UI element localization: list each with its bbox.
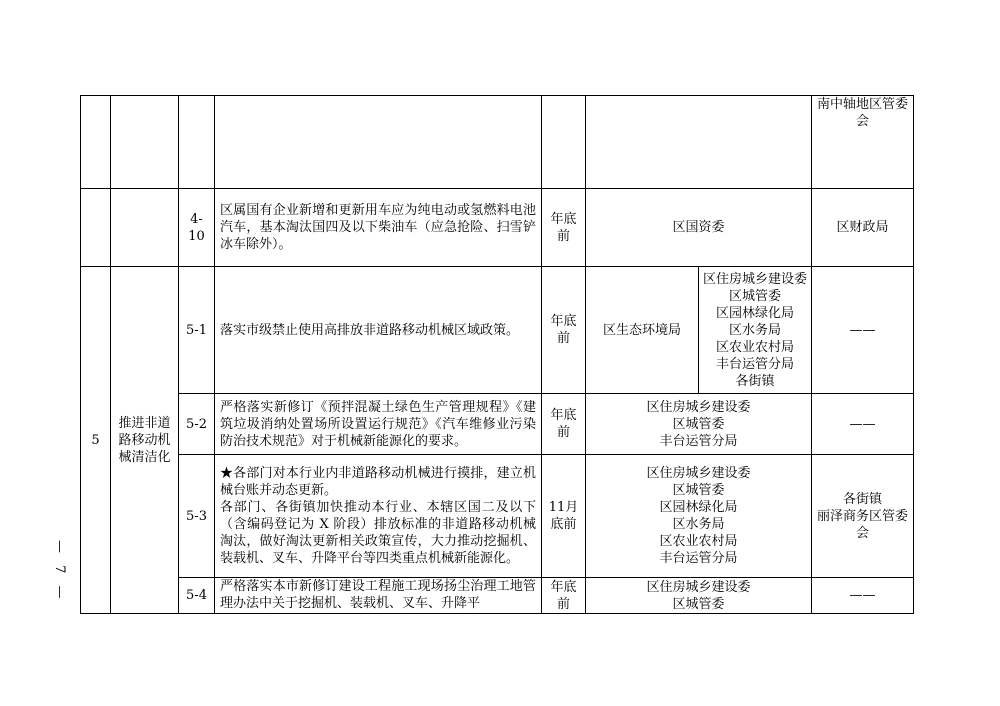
task-table (80, 95, 914, 614)
cell-lead: 区住房城乡建设委 区城管委 (586, 578, 812, 614)
cell-responsible: —— (812, 394, 914, 455)
cell-deadline: 11月 底前 (542, 455, 586, 578)
section-title: 推进非道路移动机械清洁化 (111, 267, 179, 614)
table-row (81, 455, 914, 578)
cell-task (215, 96, 542, 189)
cell-task: 严格落实本市新修订建设工程施工现场扬尘治理工地管理办法中关于挖掘机、装载机、叉车、升降平 (215, 578, 542, 614)
page-number: — 7 — (52, 540, 67, 603)
cell-task: ★各部门对本行业内非道路移动机械进行摸排，建立机械台账并动态更新。 各部门、各街镇加快推动本行业、本辖区国二及以下（含编码登记为 X 阶段）排放标准的非道路移动机械淘汰，做好淘汰更新相关政策宣传，大力推动挖掘机、装载机、叉车、升降平台等四类重点机械新能源化。 (215, 455, 542, 578)
cell-num (81, 189, 111, 267)
cell-num (81, 96, 111, 189)
cell-id: 5-4 (179, 578, 215, 614)
cell-task: 落实市级禁止使用高排放非道路移动机械区域政策。 (215, 267, 542, 394)
cell-lead (586, 267, 812, 394)
cell-id: 4-10 (179, 189, 215, 267)
cell-id: 5-1 (179, 267, 215, 394)
lead-right: 区住房城乡建设委 区城管委 区园林绿化局 区水务局 区农业农村局 丰台运管分局 各街镇 (698, 267, 811, 393)
table-row (81, 394, 914, 455)
cell-responsible: 各街镇 丽泽商务区管委 会 (812, 455, 914, 578)
cell-deadline (542, 96, 586, 189)
cell-id: 5-3 (179, 455, 215, 578)
cell-responsible: 南中轴地区管委 会 (812, 96, 914, 189)
cell-deadline: 年底 前 (542, 267, 586, 394)
cell-task: 严格落实新修订《预拌混凝土绿色生产管理规程》《建筑垃圾消纳处置场所设置运行规范》《汽车维修业污染防治技术规范》对于机械新能源化的要求。 (215, 394, 542, 455)
cell-lead: 区住房城乡建设委 区城管委 丰台运管分局 (586, 394, 812, 455)
cell-deadline: 年底 前 (542, 394, 586, 455)
cell-title (111, 189, 179, 267)
section-number: 5 (81, 267, 111, 614)
table-row (81, 578, 914, 614)
cell-responsible: —— (812, 267, 914, 394)
cell-lead: 区国资委 (586, 189, 812, 267)
cell-task: 区属国有企业新增和更新用车应为纯电动或氢燃料电池汽车，基本淘汰国四及以下柴油车（应急抢险、扫雪铲冰车除外）。 (215, 189, 542, 267)
cell-lead (586, 96, 812, 189)
cell-deadline: 年底 前 (542, 578, 586, 614)
table-row (81, 96, 914, 189)
cell-deadline: 年底 前 (542, 189, 586, 267)
lead-left: 区生态环境局 (602, 322, 681, 338)
cell-title (111, 96, 179, 189)
cell-lead: 区住房城乡建设委 区城管委 区园林绿化局 区水务局 区农业农村局 丰台运管分局 (586, 455, 812, 578)
cell-id: 5-2 (179, 394, 215, 455)
table-row (81, 267, 914, 394)
cell-responsible: 区财政局 (812, 189, 914, 267)
cell-responsible: —— (812, 578, 914, 614)
cell-id (179, 96, 215, 189)
table-row (81, 189, 914, 267)
